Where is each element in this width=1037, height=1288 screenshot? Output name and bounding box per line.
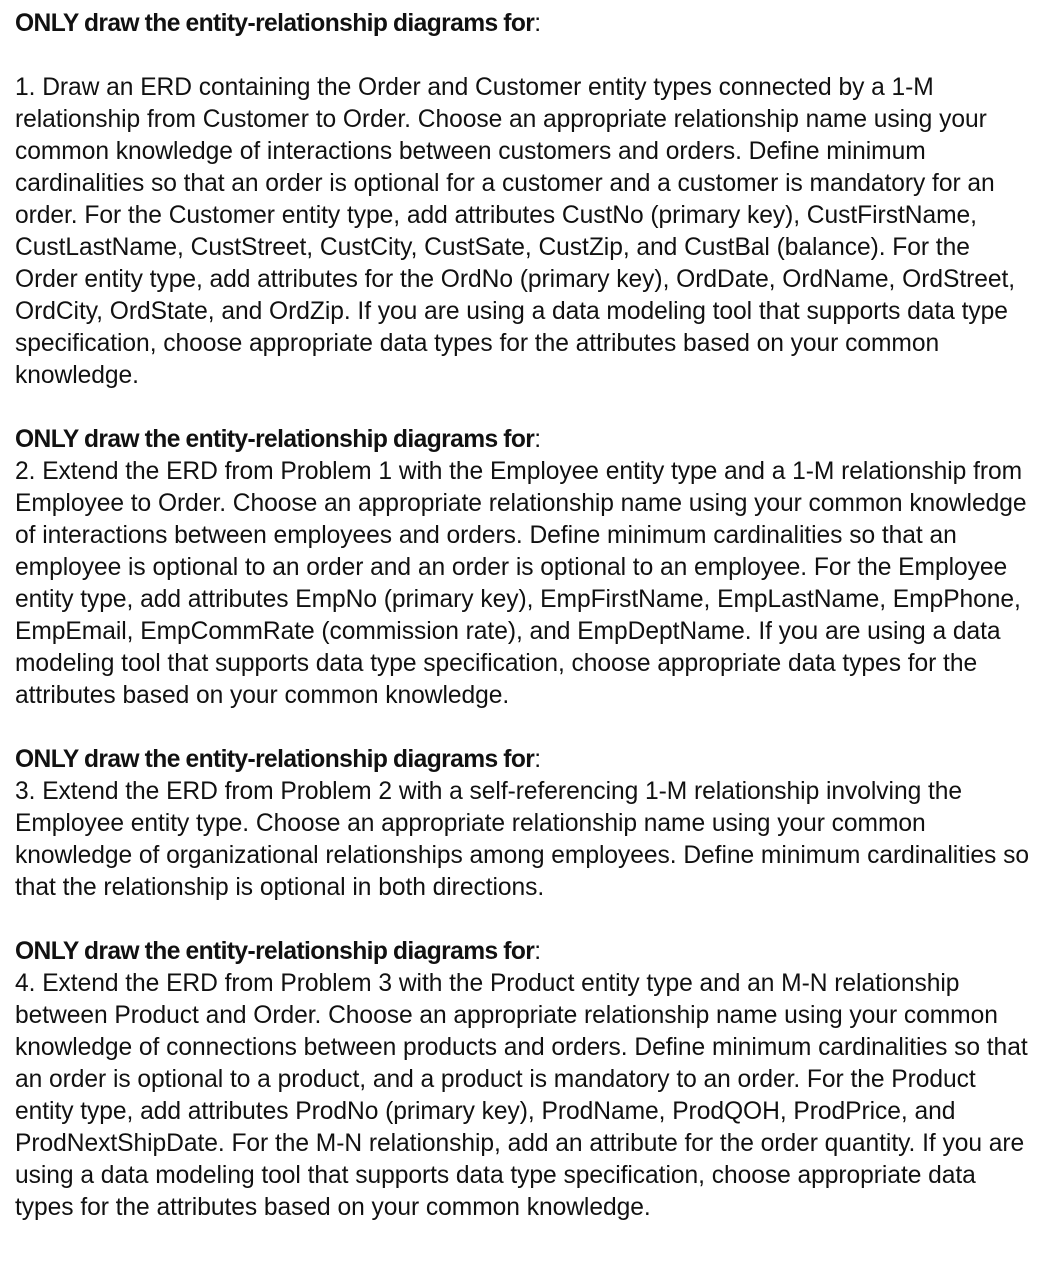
section-heading [15, 936, 1029, 968]
problem-text: 1. Draw an ERD containing the Order and Customer entity types connected by a 1-M relationship from Customer to Order. Choose an appropriate relationship name using your common knowledge of interactions between customers and orders. Define minimum cardinalities so that an order is optional for a customer and a customer is mandatory for an order. For the Customer entity type, add attributes CustNo (primary key), CustFirstName, CustLastName, CustStreet, CustCity, CustSate, CustZip, and CustBal (balance). For the Order entity type, add attributes for the OrdNo (primary key), OrdDate, OrdName, OrdStreet, OrdCity, OrdState, and OrdZip. If you are using a data modeling tool that supports data type specification, choose appropriate data types for the attributes based on your common knowledge. [15, 74, 1016, 389]
heading-colon: : [534, 938, 541, 965]
heading-colon: : [534, 10, 541, 37]
problem-section-4 [15, 936, 1029, 1224]
problem-text: 3. Extend the ERD from Problem 2 with a self-referencing 1-M relationship involving the Employee entity type. Choose an appropriate relationship name using your common knowledge of organizational relationships among employees. Define minimum cardinalities so that the relationship is optional in both directions. [15, 778, 1029, 901]
section-heading [15, 744, 1029, 776]
heading-text: ONLY draw the entity-relationship diagrams for [15, 746, 535, 773]
section-heading [15, 424, 1029, 456]
heading-colon: : [534, 746, 541, 773]
problem-section-2 [15, 424, 1029, 712]
heading-text: ONLY draw the entity-relationship diagrams for [15, 938, 535, 965]
problem-section-3 [15, 744, 1029, 904]
blank-line [15, 40, 1029, 72]
section-heading [15, 8, 1029, 40]
problem-text: 4. Extend the ERD from Problem 3 with the Product entity type and an M-N relationship between Product and Order. Choose an appropriate relationship name using your common knowledge of connections between products and orders. Define minimum cardinalities so that an order is optional to a product, and a product is mandatory to an order. For the Product entity type, add attributes ProdNo (primary key), ProdName, ProdQOH, ProdPrice, and ProdNextShipDate. For the M-N relationship, add an attribute for the order quantity. If you are using a data modeling tool that supports data type specification, choose appropriate data types for the attributes based on your common knowledge. [15, 970, 1028, 1221]
heading-colon: : [534, 426, 541, 453]
problem-section-1 [15, 8, 1029, 392]
problem-text: 2. Extend the ERD from Problem 1 with the Employee entity type and a 1-M relationship from Employee to Order. Choose an appropriate relationship name using your common knowledge of interactions between employees and orders. Define minimum cardinalities so that an employee is optional to an order and an order is optional to an employee. For the Employee entity type, add attributes EmpNo (primary key), EmpFirstName, EmpLastName, EmpPhone, EmpEmail, EmpCommRate (commission rate), and EmpDeptName. If you are using a data modeling tool that supports data type specification, choose appropriate data types for the attributes based on your common knowledge. [15, 458, 1027, 709]
heading-text: ONLY draw the entity-relationship diagrams for [15, 10, 535, 37]
heading-text: ONLY draw the entity-relationship diagrams for [15, 426, 535, 453]
